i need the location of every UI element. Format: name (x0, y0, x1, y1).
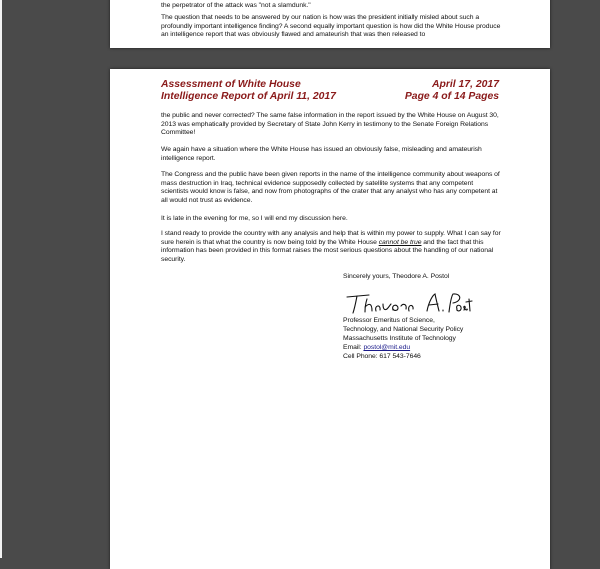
body-paragraph-5 (161, 230, 501, 264)
email-link[interactable]: postol@mit.edu (363, 344, 411, 351)
signature-drawing (343, 289, 473, 315)
closing-title-2: Technology, and National Security Policy (343, 326, 464, 333)
body-paragraph-1: the public and never corrected? The same false information in the report issued by the White House on August 30, 2013 was emphatically provided by Secretary of State John Kerry in testimony to the Senate Foreign Relations Committee! (161, 112, 499, 137)
prev-page-line: the perpetrator of the attack was "not a slamdunk." (161, 2, 311, 9)
signature-image (343, 289, 473, 315)
body-paragraph-2: We again have a situation where the White House has issued an obviously false, misleading and amateurish intelligence report. (161, 146, 482, 162)
header-date: April 17, 2017 (431, 79, 499, 90)
body-paragraph-4: It is late in the evening for me, so I will end my discussion here. (161, 215, 348, 222)
closing-phone: Cell Phone: 617 543-7646 (343, 353, 421, 360)
body-paragraph-3: The Congress and the public have been given reports in the name of the intelligence community about weapons of mass destruction in Iraq, technical evidence supposedly collected by satellite systems that any competent scientists would know is false, and now from photographs of the crater that any analyst who has any competent at all would not trust as evidence. (161, 171, 500, 204)
closing-title-1: Professor Emeritus of Science, (343, 317, 435, 324)
page-header-meta (339, 79, 499, 102)
header-title-line1: Assessment of White House (161, 79, 301, 90)
email-label: Email: (343, 344, 364, 351)
header-page-info: Page 4 of 14 Pages (404, 90, 499, 102)
header-title-line2: Intelligence Report of April 11, 2017 (161, 90, 336, 102)
p5-text-b: and the fact that this information has been provided in this format raises the most serious questions about the handling of our national security. (161, 238, 494, 263)
prev-page-paragraph: The question that needs to be answered by our nation is how was the president initially misled about such a profoundly important intelligence finding? A second equally important question is how did the White House produce an intelligence report that was obviously flawed and amateurish that was then released to (161, 14, 501, 39)
p5-text-a: I stand ready to provide the country with any analysis and help that is within my power to supply. What I can say for sure herein is that what the country is now being told by the White House (161, 230, 501, 246)
closing-institution: Massachusetts Institute of Technology (343, 335, 456, 342)
viewer-edge (0, 0, 2, 558)
p5-emphasis: cannot be true (378, 238, 422, 246)
pdf-page-4 (110, 69, 550, 569)
viewer-scrollbar[interactable] (588, 0, 600, 558)
closing-sincerely: Sincerely yours, Theodore A. Postol (343, 273, 450, 280)
pdf-page-3 (110, 0, 550, 48)
closing-email-line (343, 344, 523, 353)
